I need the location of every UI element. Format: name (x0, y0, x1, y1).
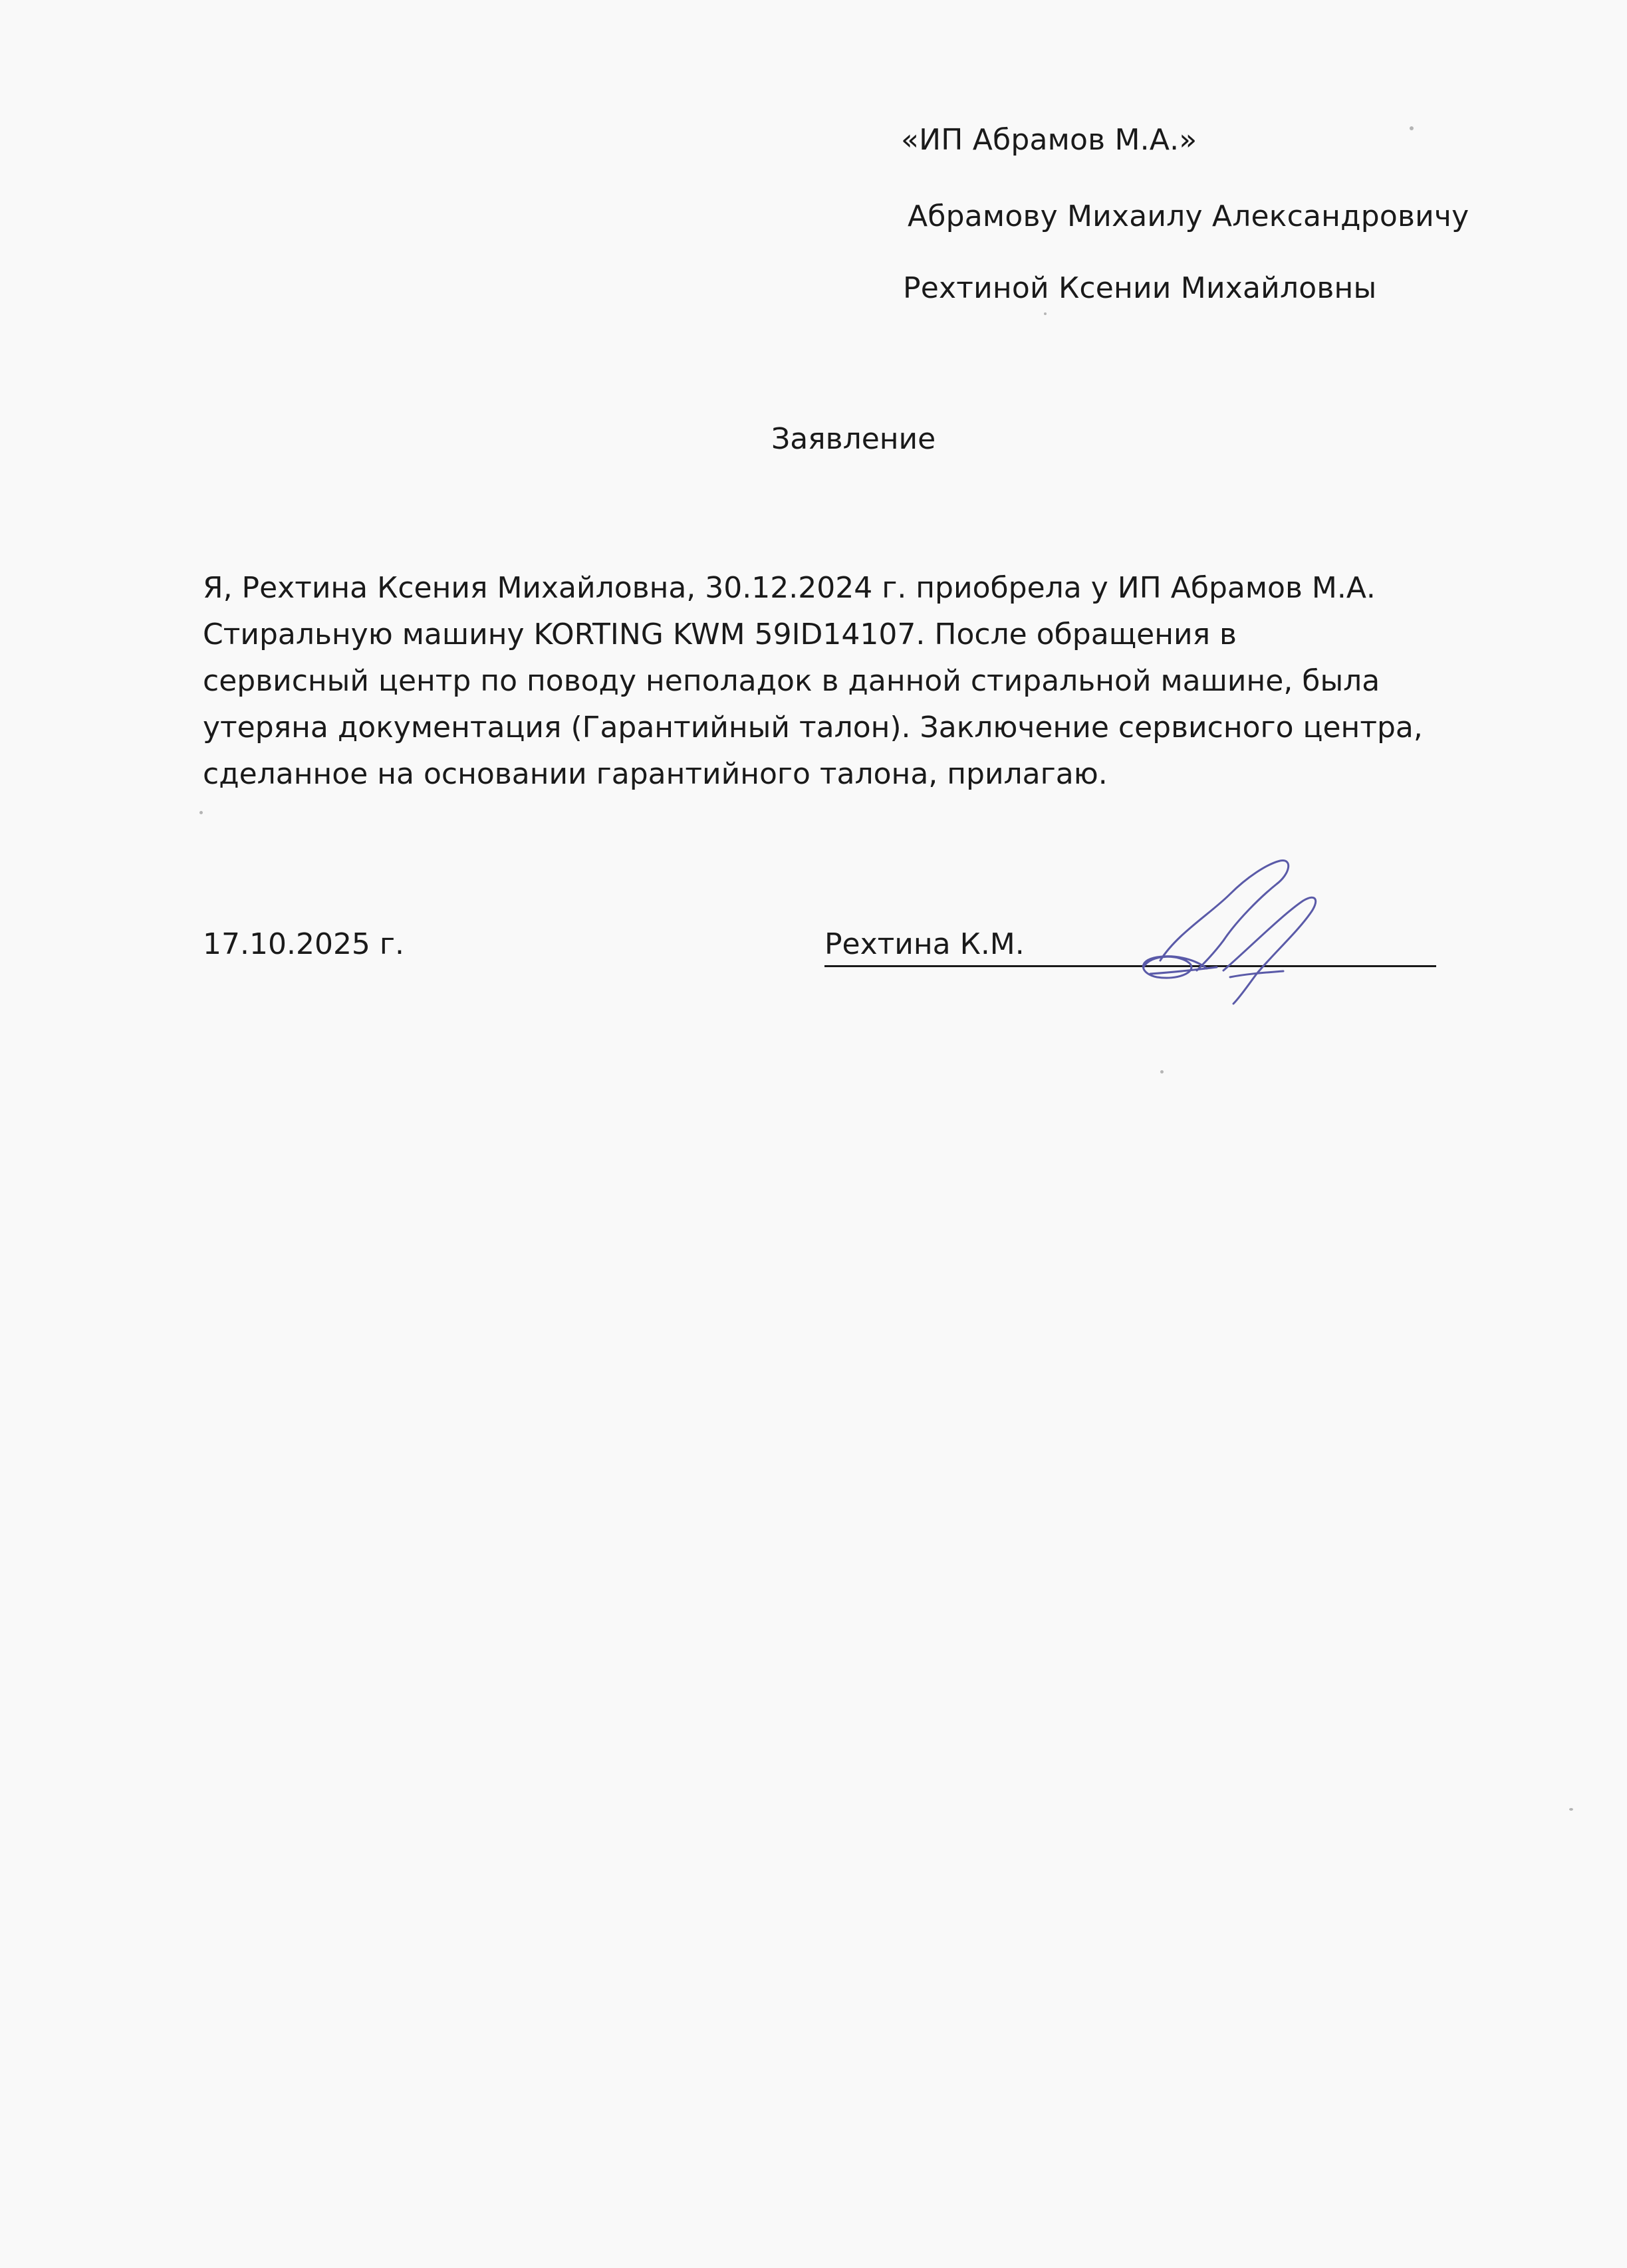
addressee-sender: Рехтиной Ксении Михайловны (903, 271, 1377, 305)
paper-speck (1160, 1070, 1164, 1074)
document-date: 17.10.2025 г. (203, 927, 405, 961)
paper-speck (1044, 312, 1047, 315)
statement-line: Я, Рехтина Ксения Михайловна, 30.12.2024 г. приобрела у ИП Абрамов М.А. (203, 571, 1376, 605)
addressee-company: «ИП Абрамов М.А.» (901, 123, 1197, 157)
signatory-name: Рехтина К.М. (824, 927, 1025, 961)
statement-line: утеряна документация (Гарантийный талон). Заключение сервисного центра, (203, 711, 1423, 744)
statement-line: сделанное на основании гарантийного талона, прилагаю. (203, 757, 1108, 791)
paper-speck (1410, 126, 1414, 130)
statement-line: Стиральную машину KORTING KWM 59ID14107. После обращения в (203, 618, 1237, 651)
statement-line: сервисный центр по поводу неполадок в данной стиральной машине, была (203, 664, 1380, 698)
paper-speck (1569, 1808, 1573, 1811)
document-title: Заявление (771, 422, 936, 456)
paper-speck (199, 811, 203, 814)
addressee-recipient: Абрамову Михаилу Александровичу (908, 199, 1469, 233)
statement-body (203, 565, 1519, 798)
handwritten-signature (1130, 854, 1356, 1014)
